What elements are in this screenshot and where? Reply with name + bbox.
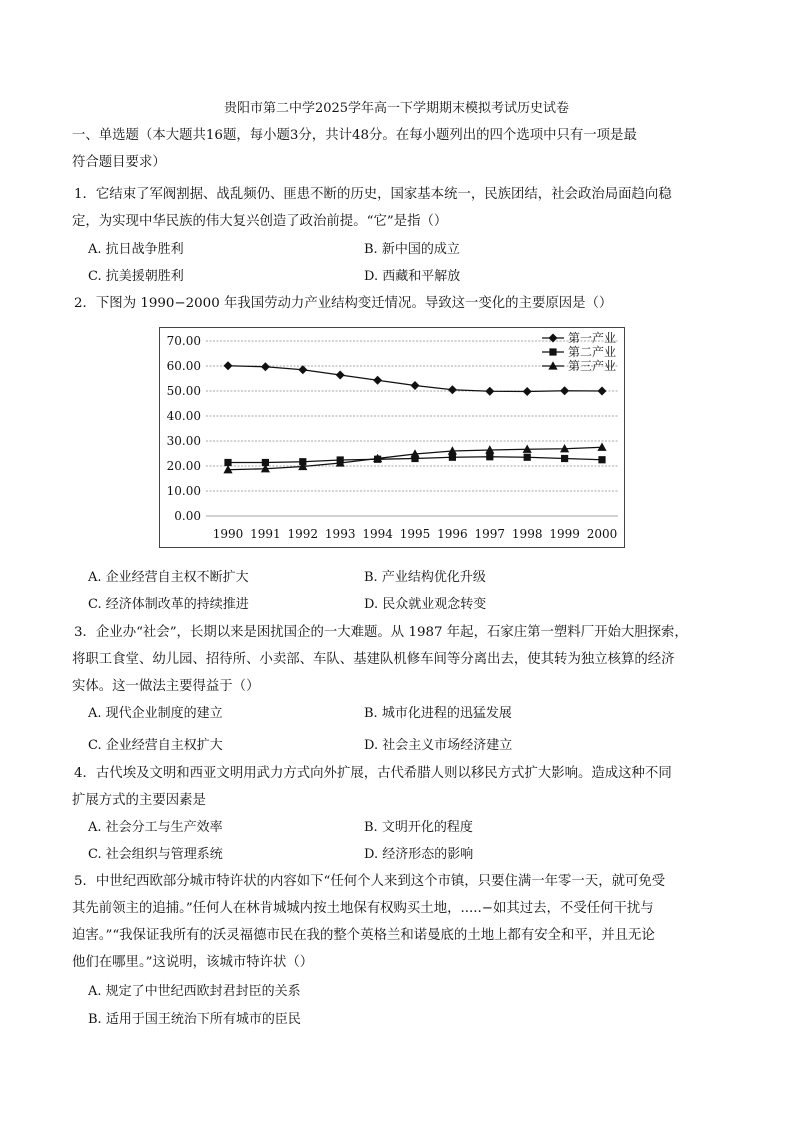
q1-option-a[interactable]: A. 抗日战争胜利 [88, 242, 184, 257]
data-point [524, 454, 531, 461]
q4-option-c[interactable]: C. 社会组织与管理系统 [88, 847, 223, 862]
q5-line1: 5．中世纪西欧部分城市特许状的内容如下“任何个人来到这个市镇，只要住满一年零一天，就可免受 [74, 874, 666, 889]
q2-option-b[interactable]: B. 产业结构优化升级 [364, 570, 486, 585]
q4-option-d[interactable]: D. 经济形态的影响 [364, 847, 474, 862]
labor-structure-chart [159, 327, 625, 548]
y-axis-tick-labels [167, 334, 201, 523]
section-heading-line1: 一、单选题（本大题共16题，每小题3分，共计48分。在每小题列出的四个选项中只有一项是最 [72, 128, 637, 143]
page-title: 贵阳市第二中学2025学年高一下学期期末模拟考试历史试卷 [223, 101, 570, 116]
q5-line4: 他们在哪里。”这说明，该城市特许状（） [72, 955, 314, 970]
data-point [411, 381, 420, 390]
q3-option-c[interactable]: C. 企业经营自主权扩大 [88, 738, 223, 753]
q3-option-b[interactable]: B. 城市化进程的迅猛发展 [364, 706, 512, 721]
x-tick-label: 1999 [549, 527, 580, 541]
q1-option-d[interactable]: D. 西藏和平解放 [364, 269, 461, 284]
data-point [598, 387, 607, 396]
q1-line2: 定，为实现中华民族的伟大复兴创造了政治前提。“它”是指（） [72, 214, 448, 229]
q3-line2: 将职工食堂、幼儿园、招待所、小卖部、车队、基建队机修车间等分离出去，使其转为独立核算的经济 [72, 652, 675, 667]
x-axis-tick-labels [213, 527, 618, 541]
q2-option-d[interactable]: D. 民众就业观念转变 [364, 597, 487, 612]
x-tick-label: 1990 [212, 527, 244, 541]
line-chart-svg [160, 328, 624, 547]
q1-line1: 1．它结束了军阀割据、战乱频仍、匪患不断的历史，国家基本统一，民族团结，社会政治局面趋向稳 [74, 187, 672, 202]
y-tick-label: 40.00 [166, 409, 201, 423]
y-tick-label: 10.00 [166, 484, 201, 498]
q4-line2: 扩展方式的主要因素是 [72, 793, 206, 808]
q2-option-a[interactable]: A. 企业经营自主权不断扩大 [88, 570, 249, 585]
x-tick-label: 1991 [250, 527, 281, 541]
data-point [336, 371, 345, 380]
data-point [598, 456, 605, 463]
x-tick-label: 1996 [437, 527, 468, 541]
data-point [298, 365, 307, 374]
q1-option-b[interactable]: B. 新中国的成立 [364, 242, 460, 257]
q3-option-a[interactable]: A. 现代企业制度的建立 [88, 706, 223, 721]
q4-option-b[interactable]: B. 文明开化的程度 [364, 820, 473, 835]
y-tick-label: 60.00 [166, 359, 201, 373]
x-tick-label: 1997 [474, 527, 506, 541]
q5-option-a[interactable]: A. 规定了中世纪西欧封君封臣的关系 [88, 984, 301, 999]
data-point [449, 454, 456, 461]
y-tick-label: 20.00 [166, 459, 201, 473]
section-heading-line2: 符合题目要求） [72, 155, 166, 170]
legend-label: 第二产业 [568, 345, 617, 359]
q5-line3: 迫害。”“我保证我所有的沃灵福德市民在我的整个英格兰和诺曼底的土地上都有安全和平，并且无论 [72, 928, 655, 943]
y-tick-label: 70.00 [166, 334, 201, 348]
data-point [261, 362, 270, 371]
x-tick-label: 1993 [324, 527, 356, 541]
y-tick-label: 0.00 [174, 509, 201, 523]
x-tick-label: 1995 [399, 527, 431, 541]
x-tick-label: 1992 [287, 527, 319, 541]
q2-line1: 2．下图为 1990−2000 年我国劳动力产业结构变迁情况。导致这一变化的主要原因是（） [74, 296, 613, 311]
chart-series-markers [223, 361, 606, 473]
chart-legend [542, 330, 616, 373]
data-point [485, 387, 494, 396]
legend-marker [549, 348, 556, 355]
data-point [224, 361, 233, 370]
data-point [486, 453, 493, 460]
q3-line1: 3．企业办“社会”，长期以来是困扰国企的一大难题。从 1987 年起，石家庄第一塑料厂开始大胆探索， [74, 625, 688, 640]
q5-line2: 其先前领主的追捕。”任何人在林肯城城内按土地保有权购买土地，.....−如其过去，不受任何干扰与 [72, 901, 654, 916]
data-point [448, 385, 457, 394]
q1-option-c[interactable]: C. 抗美援朝胜利 [88, 269, 184, 284]
q2-option-c[interactable]: C. 经济体制改革的持续推进 [88, 597, 249, 612]
y-tick-label: 50.00 [166, 384, 201, 398]
q4-line1: 4．古代埃及文明和西亚文明用武力方式向外扩展，古代希腊人则以移民方式扩大影响。造成这种不同 [74, 766, 672, 781]
legend-label: 第三产业 [568, 359, 617, 373]
q3-line3: 实体。这一做法主要得益于（） [72, 679, 260, 694]
y-tick-label: 30.00 [166, 434, 201, 448]
data-point [561, 455, 568, 462]
data-point [597, 442, 606, 450]
q3-option-d[interactable]: D. 社会主义市场经济建立 [364, 738, 513, 753]
q4-option-a[interactable]: A. 社会分工与生产效率 [88, 820, 223, 835]
x-tick-label: 1998 [511, 527, 543, 541]
data-point [560, 386, 569, 395]
x-tick-label: 1994 [362, 527, 393, 541]
x-tick-label: 2000 [586, 527, 618, 541]
data-point [373, 376, 382, 385]
q5-option-b[interactable]: B. 适用于国王统治下所有城市的臣民 [88, 1012, 301, 1027]
data-point [523, 387, 532, 396]
legend-label: 第一产业 [568, 331, 617, 345]
